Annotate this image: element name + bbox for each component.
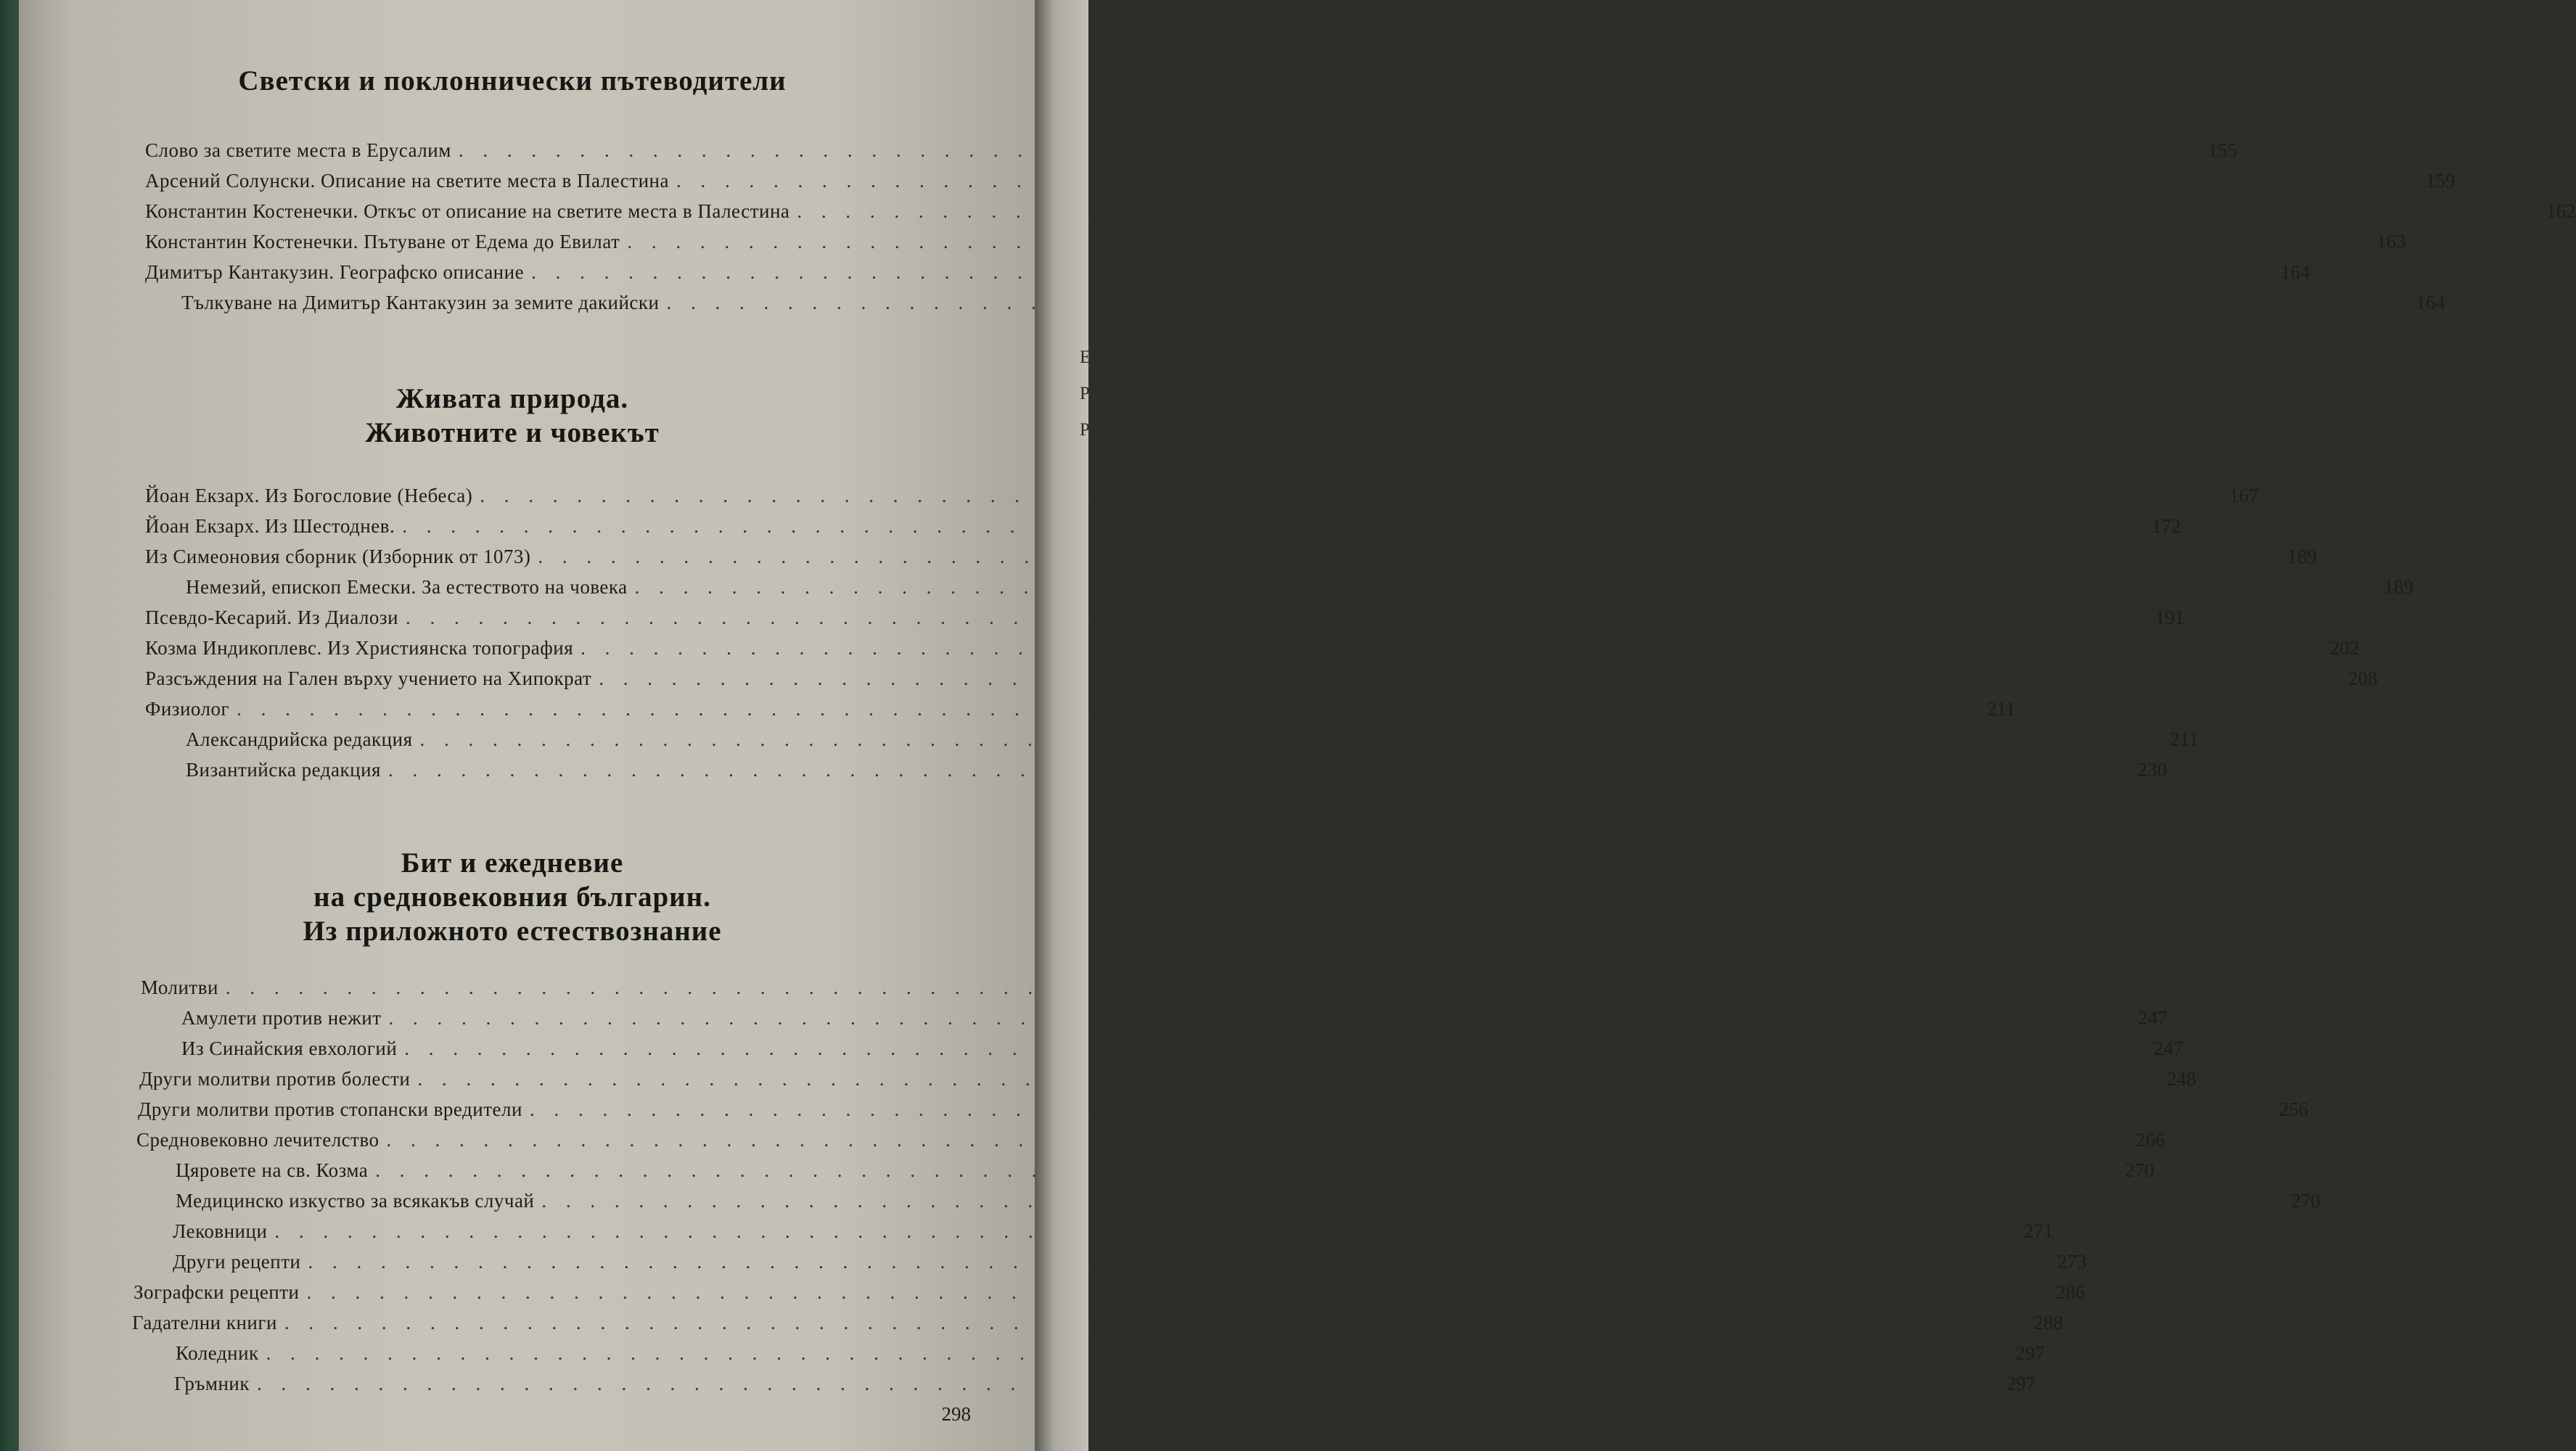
leader-dots bbox=[388, 759, 2126, 781]
toc-entry-page: 211 bbox=[1986, 698, 2016, 720]
toc-entry-page: 248 bbox=[2167, 1068, 2196, 1090]
section-heading-line: Светски и поклоннически пътеводители bbox=[238, 65, 787, 96]
toc-entry-title: Други рецепти bbox=[173, 1251, 301, 1273]
adjacent-page-letters bbox=[1080, 340, 1102, 448]
toc-entry-page: 164 bbox=[2280, 261, 2310, 283]
toc-entry-title: Амулети против нежит bbox=[181, 1007, 382, 1029]
toc-entry-title: Йоан Екзарх. Из Богословие (Небеса) bbox=[145, 485, 473, 506]
toc-subentry bbox=[186, 759, 2167, 788]
leader-dots bbox=[666, 292, 2404, 314]
toc-entry-page: 202 bbox=[2329, 637, 2360, 659]
toc-subentry bbox=[181, 292, 2445, 321]
toc-entry-title: Зографски рецепти bbox=[134, 1281, 300, 1303]
toc-entry bbox=[145, 200, 2576, 229]
toc-entry-page: 256 bbox=[2278, 1098, 2309, 1120]
toc-trailing-page: 298 bbox=[941, 1403, 971, 1425]
toc-entry-page: 297 bbox=[2006, 1373, 2036, 1394]
leader-dots bbox=[676, 170, 2414, 192]
toc-entry-title: Псевдо-Кесарий. Из Диалози bbox=[145, 607, 399, 628]
toc-subentry bbox=[186, 728, 2199, 757]
section-heading-line: Бит и ежедневие bbox=[401, 847, 624, 879]
leader-dots bbox=[417, 1068, 2155, 1090]
toc-entry-title: Средновековно лечителство bbox=[136, 1129, 380, 1151]
toc-subentry bbox=[176, 1159, 2154, 1188]
toc-entry bbox=[145, 546, 2317, 575]
adjacent-page-edge bbox=[1035, 0, 1088, 1451]
toc-entry-title: Йоан Екзарх. Из Шестоднев. bbox=[145, 515, 395, 537]
toc-entry-page: 211 bbox=[2170, 728, 2199, 750]
toc-entry-title: Александрийска редакция bbox=[186, 728, 413, 750]
toc-entry-title: Гръмник bbox=[174, 1373, 250, 1394]
leader-dots bbox=[581, 637, 2318, 659]
book-spine bbox=[0, 0, 19, 1451]
toc-entry-page: 271 bbox=[2024, 1220, 2054, 1242]
section-heading-line: Животните и човекът bbox=[365, 417, 660, 448]
toc-entry bbox=[138, 1098, 2309, 1127]
toc-entry bbox=[141, 977, 981, 1006]
toc-entry-title: Константин Костенечки. Пътуване от Едема до Евилат bbox=[145, 231, 620, 252]
leader-dots bbox=[531, 261, 2269, 284]
toc-entry-title: Димитър Кантакузин. Географско описание bbox=[145, 261, 525, 283]
leader-dots bbox=[387, 1129, 2125, 1151]
adjacent-page-letter: Е bbox=[1080, 348, 1091, 367]
toc-entry-page: 164 bbox=[2416, 292, 2445, 313]
toc-entry-title: Византийска редакция bbox=[186, 759, 381, 781]
leader-dots bbox=[308, 1251, 2046, 1273]
table-of-contents bbox=[19, 0, 2576, 1451]
section-heading-line: на средновековния българин. bbox=[313, 881, 711, 913]
leader-dots bbox=[284, 1312, 2022, 1334]
leader-dots bbox=[480, 485, 2218, 507]
toc-entry-title: Козма Индикоплевс. Из Християнска топография bbox=[145, 637, 574, 659]
toc-entry-page: 273 bbox=[2057, 1251, 2087, 1273]
toc-subentry bbox=[176, 1190, 2321, 1219]
toc-entry-page: 159 bbox=[2425, 170, 2456, 192]
toc-entry bbox=[145, 515, 2181, 544]
toc-entry-page: 270 bbox=[2125, 1159, 2154, 1181]
leader-dots bbox=[389, 1007, 2127, 1029]
toc-entry bbox=[145, 485, 2259, 514]
book-page bbox=[19, 0, 2576, 1451]
leader-dots bbox=[237, 698, 1974, 720]
leader-dots bbox=[274, 1220, 2012, 1243]
toc-entry-title: Из Синайския евхологий bbox=[181, 1037, 398, 1059]
toc-entry-page: 191 bbox=[2154, 607, 2185, 628]
toc-entry bbox=[145, 139, 2238, 168]
toc-subentry bbox=[181, 1037, 2183, 1066]
toc-subentry bbox=[173, 1220, 2054, 1249]
adjacent-page-letter: Р bbox=[1080, 420, 1090, 440]
toc-entry-title: Немезий, епископ Емески. За естеството на човека bbox=[186, 576, 628, 598]
toc-entry-title: Лековници bbox=[173, 1220, 268, 1242]
toc-entry-page: 189 bbox=[2384, 576, 2413, 598]
toc-subentry bbox=[173, 1251, 2087, 1280]
leader-dots bbox=[635, 576, 2373, 599]
leader-dots bbox=[530, 1098, 2268, 1121]
toc-entry-title: Из Симеоновия сборник (Изборник от 1073) bbox=[145, 546, 531, 567]
section-heading bbox=[19, 846, 1006, 948]
toc-entry-title: Физиолог bbox=[145, 698, 230, 720]
leader-dots bbox=[420, 728, 2158, 751]
leader-dots bbox=[257, 1373, 1995, 1395]
toc-entry bbox=[134, 1281, 2085, 1310]
toc-entry-title: Тълкуване на Димитър Кантакузин за земите дакийски bbox=[181, 292, 660, 313]
leader-dots bbox=[599, 667, 2337, 690]
toc-entry-title: Коледник bbox=[176, 1342, 259, 1364]
toc-entry-page: 270 bbox=[2291, 1190, 2321, 1212]
toc-entry-page: 266 bbox=[2136, 1129, 2165, 1151]
section-heading-line: Живата природа. bbox=[395, 383, 629, 414]
leader-dots bbox=[266, 1342, 2004, 1365]
toc-entry-title: Цяровете на св. Козма bbox=[176, 1159, 369, 1181]
toc-entry-page: 297 bbox=[2015, 1342, 2045, 1364]
toc-entry-title: Константин Костенечки. Откъс от описание на светите места в Палестина bbox=[145, 200, 790, 222]
toc-entry bbox=[145, 667, 2378, 696]
leader-dots bbox=[538, 546, 2276, 568]
leader-dots bbox=[541, 1190, 2279, 1212]
leader-dots bbox=[307, 1281, 2045, 1304]
toc-entry bbox=[132, 1312, 2064, 1341]
toc-entry bbox=[145, 698, 2016, 727]
toc-entry-page: 230 bbox=[2137, 759, 2167, 781]
toc-entry bbox=[145, 607, 2185, 636]
toc-entry bbox=[136, 1129, 2165, 1158]
toc-entry-page: 162 bbox=[2546, 200, 2576, 222]
leader-dots bbox=[375, 1159, 2113, 1182]
leader-dots bbox=[402, 515, 2140, 538]
leader-dots bbox=[404, 1037, 2142, 1060]
section-heading bbox=[19, 382, 1006, 450]
toc-entry-page: 208 bbox=[2347, 667, 2378, 689]
toc-entry-title: Слово за светите места в Ерусалим bbox=[145, 139, 451, 161]
toc-entry bbox=[145, 261, 2310, 290]
toc-entry-page: 172 bbox=[2151, 515, 2181, 537]
toc-entry bbox=[145, 231, 2406, 260]
toc-entry-page: 163 bbox=[2376, 231, 2406, 252]
toc-entry-title: Арсений Солунски. Описание на светите места в Палестина bbox=[145, 170, 669, 192]
section-heading-line: Из приложното естествознание bbox=[303, 916, 722, 947]
toc-entry-title: Молитви bbox=[141, 977, 218, 998]
toc-subentry bbox=[174, 1373, 2036, 1402]
leader-dots bbox=[226, 977, 1964, 999]
toc-entry-page: 288 bbox=[2033, 1312, 2064, 1333]
toc-entry-page: 247 bbox=[2138, 1007, 2167, 1029]
toc-entry-page: 247 bbox=[2154, 1037, 2183, 1059]
adjacent-page-letter: Р bbox=[1080, 384, 1090, 403]
toc-subentry bbox=[176, 1342, 2045, 1371]
toc-entry bbox=[145, 170, 2456, 199]
toc-entry bbox=[139, 1068, 2196, 1097]
toc-entry-page: 189 bbox=[2287, 546, 2317, 567]
toc-entry bbox=[145, 637, 2360, 666]
toc-entry-title: Разсъждения на Гален върху учението на Хипократ bbox=[145, 667, 592, 689]
toc-entry-page: 155 bbox=[2207, 139, 2238, 161]
section-heading bbox=[19, 64, 1006, 98]
leader-dots bbox=[406, 607, 2144, 629]
toc-entry-title: Медицинско изкуство за всякакъв случай bbox=[176, 1190, 535, 1212]
leader-dots bbox=[459, 139, 2196, 162]
toc-entry-page: 167 bbox=[2229, 485, 2259, 506]
toc-subentry bbox=[181, 1007, 2167, 1036]
toc-entry-page: 286 bbox=[2056, 1281, 2085, 1303]
toc-entry-title: Други молитви против болести bbox=[139, 1068, 411, 1090]
toc-subentry bbox=[186, 576, 2413, 605]
toc-entry-title: Други молитви против стопански вредители bbox=[138, 1098, 522, 1120]
leader-dots bbox=[627, 231, 2365, 253]
toc-entry-title: Гадателни книги bbox=[132, 1312, 277, 1333]
